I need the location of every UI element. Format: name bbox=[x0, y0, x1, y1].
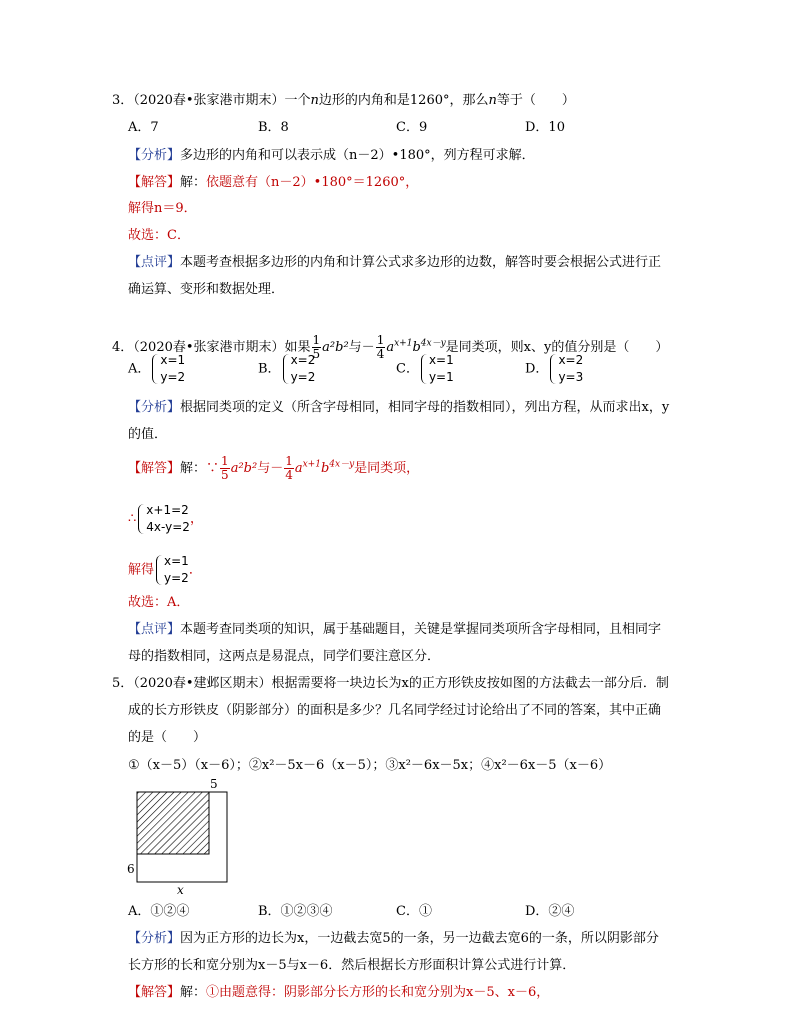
q4-option-c: C． x=1 y=1 bbox=[396, 353, 454, 384]
q5-figure bbox=[120, 775, 235, 895]
q4-option-a: A． x=1 y=2 bbox=[128, 353, 186, 384]
q4-comment-line2: 母的指数相同，这两点是易混点，同学们要注意区分． bbox=[128, 649, 441, 664]
q5-solution: 【解答】解：①由题意得：阴影部分长方形的长和宽分别为x－5、x－6， bbox=[128, 985, 550, 1000]
q4-option-b: B． x=2 y=2 bbox=[258, 353, 316, 384]
q3-comment: 【点评】本题考查根据多边形的内角和计算公式求多边形的边数，解答时要会根据公式进行正 bbox=[128, 255, 662, 270]
q5-option-b: B．①②③④ bbox=[258, 904, 333, 919]
q3-solution: 【解答】解：依题意有（n－2）•180°＝1260°， bbox=[128, 175, 419, 190]
q3-stem: 3．（2020春•张家港市期末）一个n边形的内角和是1260°，那么n等于（ ） bbox=[112, 93, 575, 108]
q4-analysis: 【分析】根据同类项的定义（所含字母相同，相同字母的指数相同），列出方程，从而求出x，y bbox=[128, 400, 670, 415]
label-5: 5 bbox=[210, 777, 218, 791]
q5-analysis: 【分析】因为正方形的边长为x，一边截去宽5的一条，另一边截去宽6的一条，所以阴影部分 bbox=[128, 931, 659, 946]
q4-option-d: D． x=2 y=3 bbox=[525, 353, 584, 384]
q5-option-c: C．① bbox=[396, 904, 432, 919]
q3-option-b: B．8 bbox=[258, 120, 289, 135]
q5-stem-line3: 的是（ ） bbox=[128, 730, 207, 745]
q3-option-a: A．7 bbox=[128, 120, 159, 135]
q5-option-a: A．①②④ bbox=[128, 904, 190, 919]
shaded-rectangle bbox=[137, 792, 209, 854]
q5-analysis-line2: 长方形的长和宽分别为x－5与x－6．然后根据长方形面积计算公式进行计算． bbox=[128, 958, 576, 973]
q4-stem: 4．（2020春•张家港市期末）如果 $\frac{1}{5}$ a²b²与－ $\frac{1}{4}$ $a^{x+1}b^{4x-y}$是同类项，则x、y的值分别是（ ） bbox=[112, 333, 669, 361]
label-x: x bbox=[177, 883, 184, 895]
q5-option-d: D．②④ bbox=[525, 904, 575, 919]
q3-option-d: D．10 bbox=[525, 120, 565, 135]
q3-option-c: C．9 bbox=[396, 120, 428, 135]
q3-choose: 故选：C． bbox=[128, 228, 190, 243]
q4-analysis-line2: 的值． bbox=[128, 427, 168, 442]
q4-choose: 故选：A． bbox=[128, 595, 190, 610]
label-6: 6 bbox=[127, 862, 135, 876]
q3-comment-line2: 确运算、变形和数据处理． bbox=[128, 282, 285, 297]
q4-solved-system: 解得 x=1 y=2 ． bbox=[128, 554, 202, 585]
q4-comment: 【点评】本题考查同类项的知识，属于基础题目，关键是掌握同类项所含字母相同，且相同字 bbox=[128, 622, 662, 637]
q4-solution: 【解答】解：∵ $\frac{1}{5}$ a²b²与－ $\frac{1}{4}$ $a^{x+1}b^{4x-y}$是同类项， bbox=[128, 454, 420, 482]
q4-therefore-system: ∴ x+1=2 4x-y=2 ， bbox=[128, 503, 203, 534]
q3-solution-line2: 解得n＝9． bbox=[128, 201, 197, 216]
q5-stem-line2: 成的长方形铁皮（阴影部分）的面积是多少？几名同学经过讨论给出了不同的答案，其中正确 bbox=[128, 703, 662, 718]
q3-analysis: 【分析】多边形的内角和可以表示成（n－2）•180°，列方程可求解． bbox=[128, 148, 535, 163]
q5-stem: 5．（2020春•建邺区期末）根据需要将一块边长为x的正方形铁皮按如图的方法截去一部分后．制 bbox=[112, 676, 669, 691]
q5-answer-choices: ①（x－5）（x－6）；②x²－5x－6（x－5）；③x²－6x－5x；④x²－6x－5（x－6） bbox=[128, 758, 612, 773]
